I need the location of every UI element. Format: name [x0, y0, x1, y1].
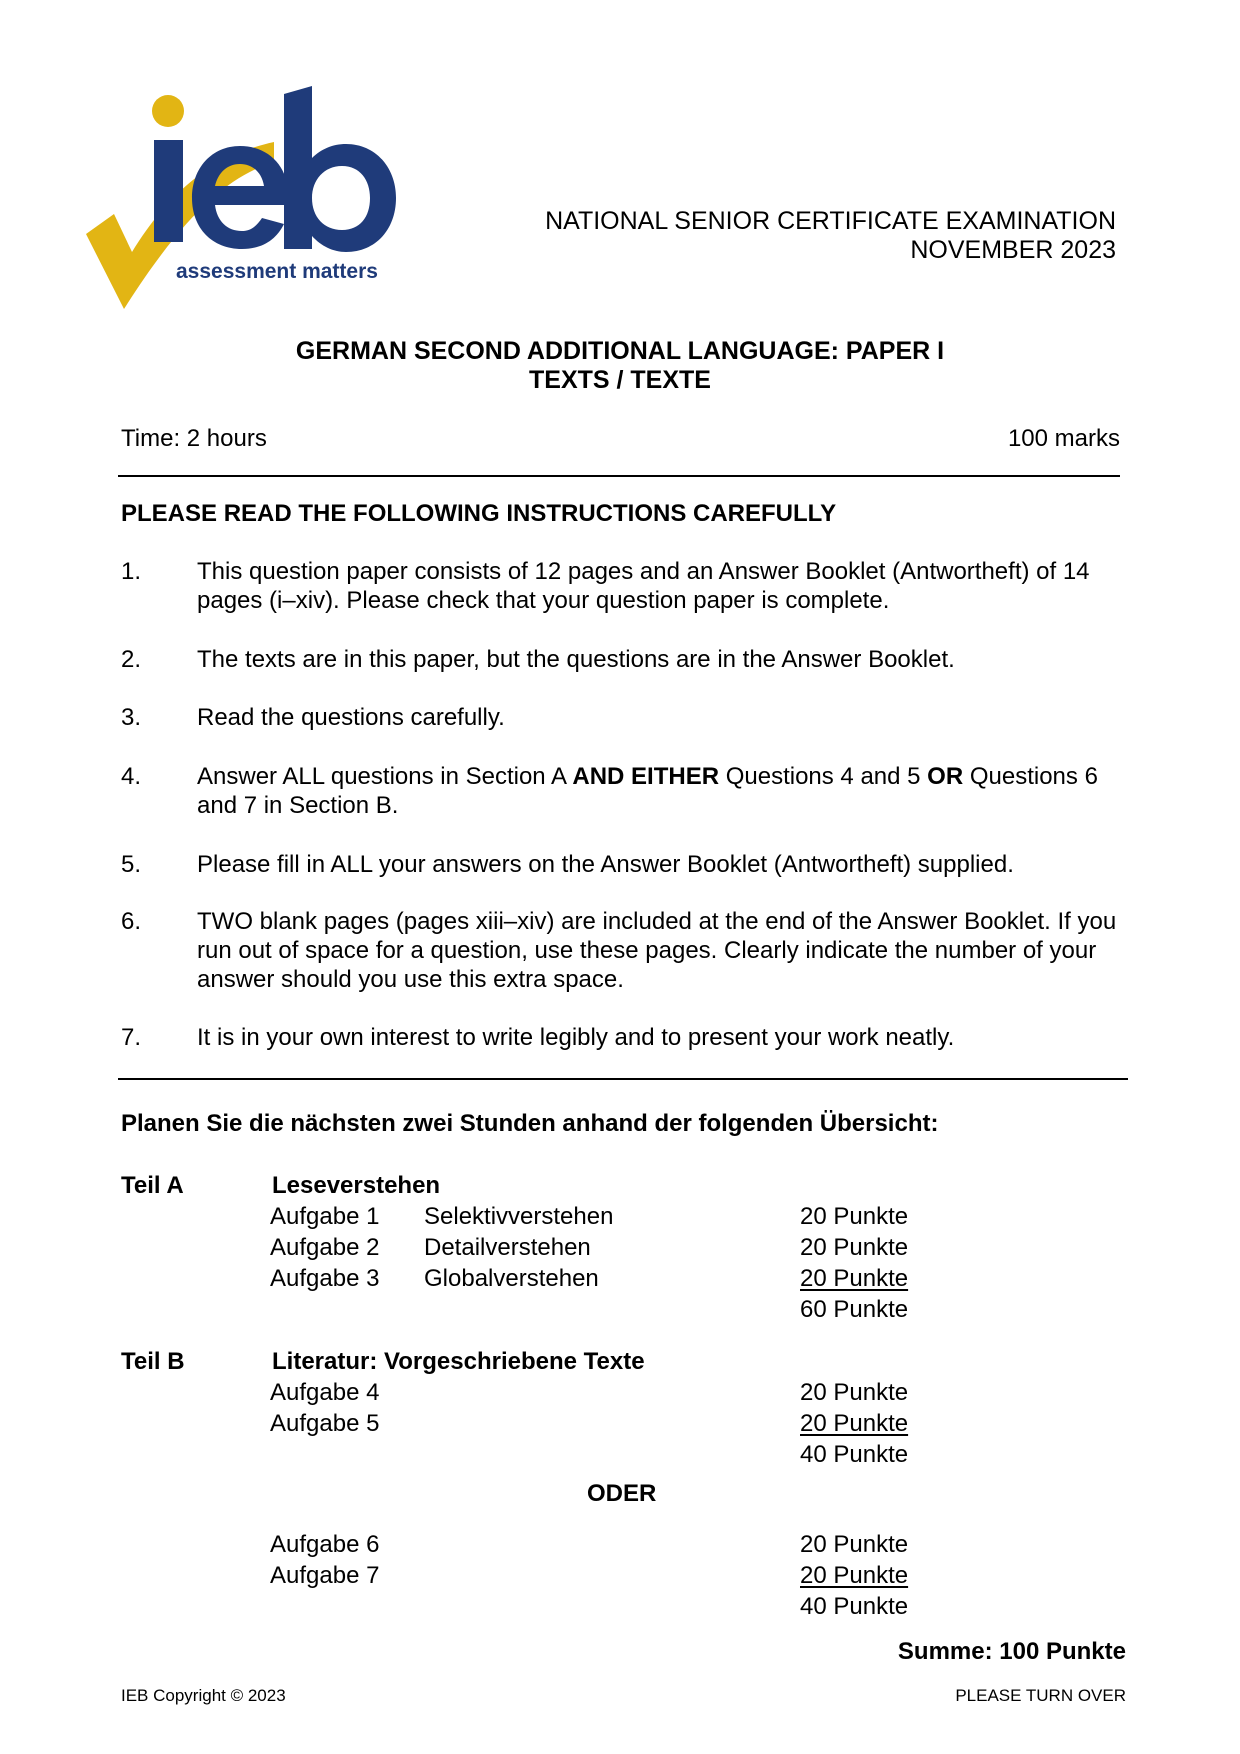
task-description: Selektivverstehen	[424, 1203, 614, 1230]
please-turn-over: PLEASE TURN OVER	[955, 1686, 1126, 1705]
b-glyph	[284, 86, 396, 252]
plan-heading: Planen Sie die nächsten zwei Stunden anhand der folgenden Übersicht:	[121, 1110, 939, 1137]
i-dot	[152, 95, 184, 127]
divider	[118, 475, 1120, 477]
instruction-item: 6. TWO blank pages (pages xiii–xiv) are included at the end of the Answer Booklet. If you run out of space for a question, use these pages. Clearly indicate the number of your answer should you use this extra space.	[121, 908, 1117, 993]
task-label: Aufgabe 4	[270, 1379, 380, 1406]
i-stem	[154, 140, 183, 242]
total-marks: 100 marks	[1007, 425, 1120, 452]
logo-tagline: assessment matters	[176, 260, 378, 283]
instruction-item: 7. It is in your own interest to write legibly and to present your work neatly.	[121, 1024, 955, 1051]
subtotal-points: 40 Punkte	[800, 1441, 909, 1468]
exam-name: NATIONAL SENIOR CERTIFICATE EXAMINATION	[545, 207, 1116, 235]
paper-subtitle: TEXTS / TEXTE	[529, 366, 711, 394]
task-label: Aufgabe 2	[270, 1234, 380, 1261]
time-allowed: Time: 2 hours	[121, 425, 267, 452]
task-points: 20 Punkte	[800, 1379, 909, 1406]
task-points: 20 Punkte	[800, 1203, 909, 1230]
task-points: 20 Punkte	[800, 1562, 909, 1589]
copyright: IEB Copyright © 2023	[121, 1686, 286, 1705]
subtotal-points: 60 Punkte	[800, 1296, 909, 1323]
instruction-item: 1. This question paper consists of 12 pages and an Answer Booklet (Antwortheft) of 14 pages (i–xiv). Please check that your question paper is complete.	[121, 558, 1090, 614]
paper-title: GERMAN SECOND ADDITIONAL LANGUAGE: PAPER I	[295, 337, 945, 365]
teil-b-label: Teil B	[121, 1348, 185, 1375]
ieb-logo-graphic	[84, 84, 434, 314]
instruction-item: 3. Read the questions carefully.	[121, 704, 505, 731]
ieb-logo	[84, 84, 434, 314]
exam-date: NOVEMBER 2023	[910, 236, 1116, 264]
total-sum: Summe: 100 Punkte	[897, 1638, 1126, 1665]
task-label: Aufgabe 5	[270, 1410, 380, 1437]
task-description: Globalverstehen	[424, 1265, 599, 1292]
task-points: 20 Punkte	[800, 1531, 909, 1558]
instructions-heading: PLEASE READ THE FOLLOWING INSTRUCTIONS CAREFULLY	[121, 500, 837, 527]
task-label: Aufgabe 7	[270, 1562, 380, 1589]
task-label: Aufgabe 3	[270, 1265, 380, 1292]
subtotal-points: 40 Punkte	[800, 1593, 909, 1620]
instruction-item: 5. Please fill in ALL your answers on the Answer Booklet (Antwortheft) supplied.	[121, 851, 1014, 878]
task-description: Detailverstehen	[424, 1234, 591, 1261]
task-points: 20 Punkte	[800, 1265, 909, 1292]
task-points: 20 Punkte	[800, 1410, 909, 1437]
e-glyph	[192, 146, 288, 249]
instruction-item: 2. The texts are in this paper, but the questions are in the Answer Booklet.	[121, 646, 955, 673]
oder-label: ODER	[587, 1480, 657, 1507]
task-label: Aufgabe 1	[270, 1203, 380, 1230]
task-label: Aufgabe 6	[270, 1531, 380, 1558]
instruction-item: 4. Answer ALL questions in Section A AND EITHER Questions 4 and 5 OR Questions 6 and 7 in Section B.	[121, 763, 1098, 819]
teil-a-label: Teil A	[121, 1172, 184, 1199]
teil-b-title: Literatur: Vorgeschriebene Texte	[272, 1348, 645, 1375]
teil-a-title: Leseverstehen	[272, 1172, 441, 1199]
divider	[118, 1078, 1128, 1080]
task-points: 20 Punkte	[800, 1234, 909, 1261]
